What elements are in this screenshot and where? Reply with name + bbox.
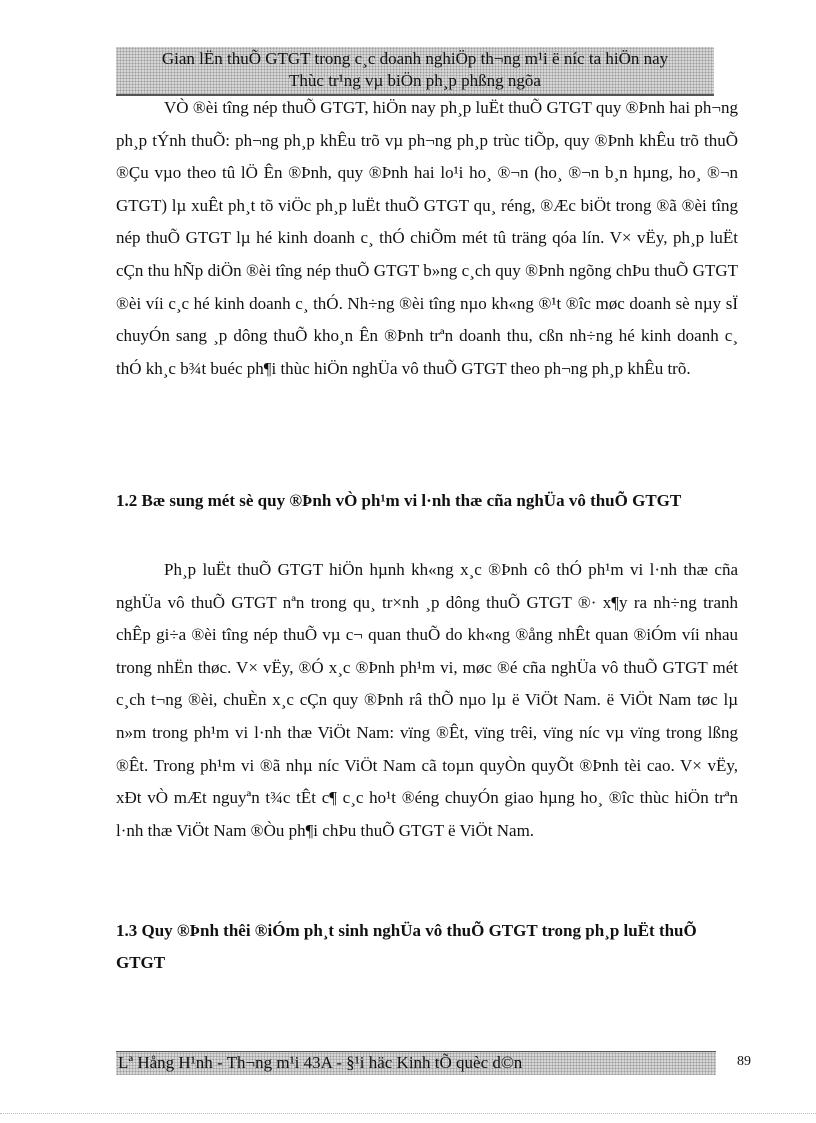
document-body: [116, 92, 738, 385]
section-heading-1-3: 1.3 Quy ®Þnh thêi ®iÓm ph¸t sinh nghÜa vô thuÕ GTGT trong ph¸p luËt thuÕ GTGT: [116, 921, 697, 972]
running-header: [116, 47, 714, 96]
body-paragraph: VÒ ®èi tîng nép thuÕ GTGT, hiÖn nay ph¸p luËt thuÕ GTGT quy ®Þnh hai ph¬ng ph¸p tÝnh thuÕ: ph¬ng ph¸p khÊu trõ vµ ph¬ng ph¸p trùc tiÕp, quy ®Þnh khÊu trõ thuÕ ®Çu vµo theo tû lÖ Ên ®Þnh, quy ®Þnh hai lo¹i ho¸ ®¬n (ho¸ ®¬n b¸n hµng, ho¸ ®¬n GTGT) lµ xuÊt ph¸t tõ viÖc ph¸p luËt thuÕ GTGT qu¸ réng, ®Æc biÖt trong ®ã ®èi tîng nép thuÕ GTGT lµ hé kinh doanh c¸ thÓ chiÕm mét tû träng qóa lín. V× vËy, ph¸p luËt cÇn thu hÑp diÖn ®èi tîng nép thuÕ GTGT b»ng c¸ch quy ®Þnh ngõng chÞu thuÕ GTGT ®èi víi c¸c hé kinh doanh c¸ thÓ. Nh÷ng ®èi tîng nµo kh«ng ®¹t ®îc møc doanh sè nµy sÏ chuyÓn sang ¸p dông thuÕ kho¸n Ên ®Þnh trªn doanh thu, cßn nh÷ng hé kinh doanh c¸ thÓ kh¸c b¾t buéc ph¶i thùc hiÖn nghÜa vô thuÕ GTGT theo ph¬ng ph¸p khÊu trõ.: [116, 98, 738, 378]
document-body-continued: [116, 554, 738, 847]
header-subtitle: Thùc tr¹ng vµ biÖn ph¸p phßng ngõa: [289, 71, 541, 90]
page-edge-divider: [0, 1113, 816, 1114]
section-heading-1-2: 1.2 Bæ sung mét sè quy ®Þnh vÒ ph¹m vi l·nh thæ cña nghÜa vô thuÕ GTGT: [116, 491, 682, 510]
running-footer: Lª Hång H¹nh - Th¬ng m¹i 43A - §¹i häc Kinh tÕ quèc d©n: [116, 1051, 716, 1075]
page-number: 89: [737, 1054, 751, 1069]
header-title: Gian lËn thuÕ GTGT trong c¸c doanh nghiÖp th¬ng m¹i ë níc ta hiÖn nay: [161, 49, 669, 68]
body-paragraph: Ph¸p luËt thuÕ GTGT hiÖn hµnh kh«ng x¸c ®Þnh cô thÓ ph¹m vi l·nh thæ cña nghÜa vô thuÕ GTGT nªn trong qu¸ tr×nh ¸p dông thuÕ GTGT ®· x¶y ra nh÷ng tranh chÊp gi÷a ®èi tîng nép thuÕ vµ c¬ quan thuÕ do kh«ng ®ång nhÊt quan ®iÓm víi nhau trong nhËn thøc. V× vËy, ®Ó x¸c ®Þnh ph¹m vi, møc ®é cña nghÜa vô thuÕ GTGT mét c¸ch t¬ng ®èi, chuÈn x¸c cÇn quy ®Þnh râ thÕ nµo lµ ë ViÖt Nam. ë ViÖt Nam tøc lµ n»m trong ph¹m vi l·nh thæ ViÖt Nam: vïng ®Êt, vïng trêi, vïng níc vµ vïng trong lßng ®Êt. Trong ph¹m vi ®ã nhµ níc ViÖt Nam cã toµn quyÒn quyÕt ®Þnh tèi cao. V× vËy, xÐt vÒ mÆt nguyªn t¾c tÊt c¶ c¸c ho¹t ®éng chuyÓn giao hµng ho¸ ®îc thùc hiÖn trªn l·nh thæ ViÖt Nam ®Òu ph¶i chÞu thuÕ GTGT ë ViÖt Nam.: [116, 560, 738, 840]
